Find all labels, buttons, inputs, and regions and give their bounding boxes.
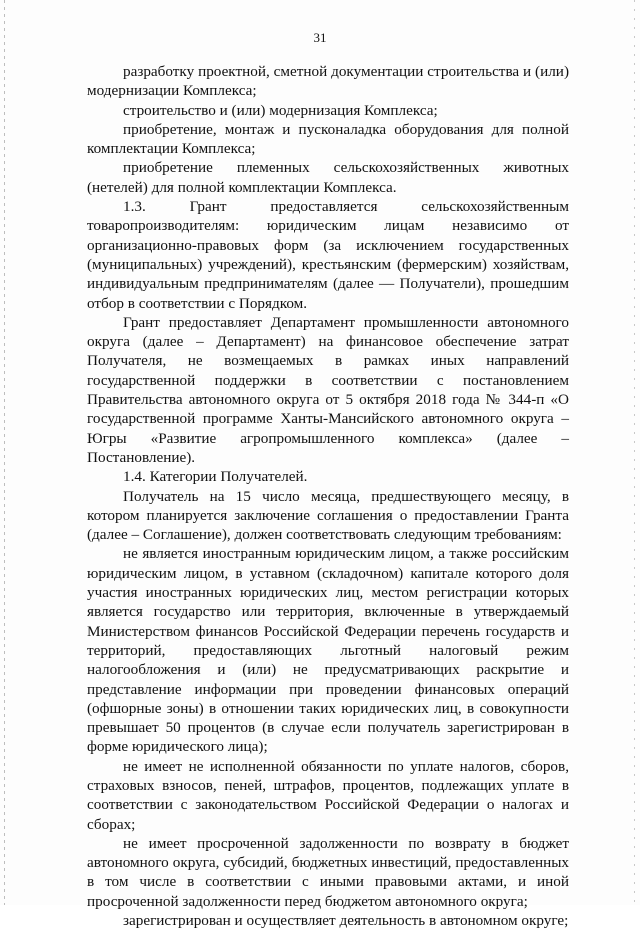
paragraph: не имеет не исполненной обязанности по уплате налогов, сборов, страховых взносов, пеней, штрафов, процентов, подлежащих уплате в соответствии с законодательством Российской Федерации о налогах и сборах; <box>87 757 569 833</box>
document-body <box>87 62 569 930</box>
paragraph: 1.4. Категории Получателей. <box>123 468 308 486</box>
scan-edge-right <box>634 0 635 905</box>
paragraph: 1.3. Грант предоставляется сельскохозяйственным товаропроизводителям: юридическим лицам независимо от организационно-правовых форм (за исключением государственных (муниципальных) учреждений), крестьянским (фермерским) хозяйствам, индивидуальным предпринимателям (далее — Получатели), прошедшим отбор в соответствии с Порядком. <box>87 198 569 312</box>
paragraph: строительство и (или) модернизация Комплекса; <box>123 101 438 119</box>
page-number: 31 <box>313 30 327 45</box>
paragraph: приобретение, монтаж и пусконаладка оборудования для полной комплектации Комплекса; <box>87 120 569 158</box>
paragraph: зарегистрирован и осуществляет деятельность в автономном округе; <box>123 912 569 930</box>
paragraph: приобретение племенных сельскохозяйственных животных (нетелей) для полной комплектации Комплекса. <box>87 159 569 196</box>
paragraph: Получатель на 15 число месяца, предшествующего месяцу, в котором планируется заключение соглашения о предоставлении Гранта (далее – Соглашение), должен соответствовать следующим требованиям: <box>87 487 569 544</box>
paragraph: не имеет просроченной задолженности по возврату в бюджет автономного округа, субсидий, бюджетных инвестиций, предоставленных в том числе в соответствии с иными правовыми актами, и иной просроченной задолженности перед бюджетом автономного округа; <box>87 834 569 910</box>
paragraph: разработку проектной, сметной документации строительства и (или) модернизации Комплекса; <box>87 63 569 100</box>
paragraph: не является иностранным юридическим лицом, а также российским юридическим лицом, в уставном (складочном) капитале которого доля участия иностранных юридических лиц, местом регистрации которых является государство или территория, включенные в утверждаемый Министерством финансов Российской Федерации перечень государств и территорий, предоставляющих льготный налоговый режим налогообложения и (или) не предусматривающих раскрытие и представление информации при проведении финансовых операций (офшорные зоны) в отношении таких юридических лиц, в совокупности превышает 50 процентов (в случае если получатель зарегистрирован в форме юридического лица); <box>87 545 569 756</box>
paragraph: Грант предоставляет Департамент промышленности автономного округа (далее – Департамент) на финансовое обеспечение затрат Получателя, не возмещаемых в рамках иных направлений государственной поддержки в соответствии с постановлением Правительства автономного округа от 5 октября 2018 года № 344-п «О государственной программе Ханты-Мансийского автономного округа – Югры «Развитие агропромышленного комплекса» (далее – Постановление). <box>87 313 569 466</box>
scan-edge-left <box>4 0 5 905</box>
